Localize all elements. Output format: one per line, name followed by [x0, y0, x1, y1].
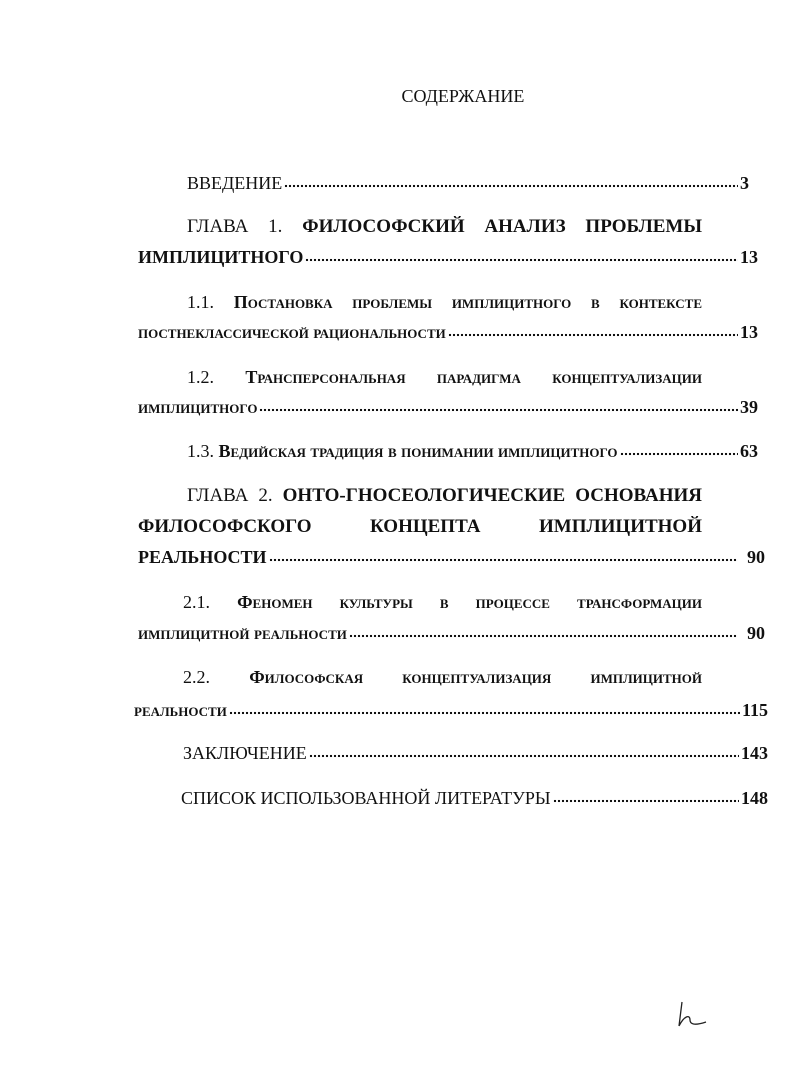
- toc-entry-label: СПИСОК ИСПОЛЬЗОВАННОЙ ЛИТЕРАТУРЫ: [181, 788, 551, 808]
- dot-leader: [309, 754, 739, 758]
- toc-section-1-2-line1[interactable]: [187, 366, 702, 388]
- toc-chapter-2-line3[interactable]: [138, 546, 765, 568]
- toc-chapter-2-line1[interactable]: [187, 485, 702, 507]
- toc-entry-conclusion[interactable]: [183, 742, 768, 764]
- dot-leader: [284, 184, 738, 188]
- page-number: 13: [740, 247, 758, 267]
- toc-section-1-3[interactable]: [187, 440, 758, 462]
- toc-chapter-1-line1[interactable]: [187, 216, 702, 238]
- toc-section-1-2-line2[interactable]: [138, 396, 758, 418]
- section-title: Постановка проблемы имплицитного в контексте: [233, 292, 702, 312]
- toc-entry-label: ЗАКЛЮЧЕНИЕ: [183, 743, 307, 763]
- page-number: 115: [741, 700, 768, 720]
- section-title: Ведийская традиция в понимании имплицитного: [218, 441, 618, 461]
- section-number: 2.2.: [183, 667, 210, 687]
- section-title-cont: постнеклассической рациональности: [138, 322, 446, 342]
- section-number: 1.2.: [187, 367, 214, 387]
- page-number: 39: [740, 397, 758, 417]
- section-number: 1.1.: [187, 292, 214, 312]
- section-title-cont: имплицитной реальности: [138, 623, 347, 643]
- toc-chapter-2-line2[interactable]: [138, 516, 702, 538]
- section-title: Феномен культуры в процессе трансформации: [237, 592, 702, 612]
- dot-leader: [229, 711, 740, 715]
- chapter-title: ФИЛОСОФСКИЙ АНАЛИЗ ПРОБЛЕМЫ: [302, 216, 702, 237]
- dot-leader: [269, 558, 737, 562]
- chapter-prefix: ГЛАВА 1.: [187, 216, 283, 237]
- toc-section-2-1-line1[interactable]: [183, 591, 702, 613]
- toc-entry-label: ВВЕДЕНИЕ: [187, 173, 283, 193]
- toc-section-1-1-line2[interactable]: [138, 321, 758, 343]
- section-title-cont: имплицитного: [138, 397, 258, 417]
- section-title: Философская концептуализация имплицитной: [249, 667, 702, 687]
- section-title: Трансперсональная парадигма концептуализации: [245, 367, 702, 387]
- chapter-prefix: ГЛАВА 2.: [187, 485, 273, 506]
- dot-leader: [305, 258, 738, 262]
- chapter-title-cont: ИМПЛИЦИТНОГО: [138, 247, 304, 267]
- chapter-title: ОНТО-ГНОСЕОЛОГИЧЕСКИЕ ОСНОВАНИЯ: [282, 485, 702, 506]
- dot-leader: [349, 634, 737, 638]
- section-number: 2.1.: [183, 592, 210, 612]
- page-number: 148: [741, 788, 768, 808]
- page-number: 143: [741, 743, 768, 763]
- handwritten-signature: [676, 1000, 710, 1030]
- section-number: 1.3.: [187, 441, 214, 461]
- toc-section-2-1-line2[interactable]: [138, 622, 765, 644]
- dot-leader: [259, 408, 738, 412]
- page-number: 90: [747, 547, 765, 567]
- toc-section-2-2-line2[interactable]: [134, 699, 768, 721]
- dot-leader: [553, 799, 739, 803]
- page-number: 63: [740, 441, 758, 461]
- chapter-title-cont: РЕАЛЬНОСТИ: [138, 547, 267, 567]
- toc-entry-introduction[interactable]: [187, 172, 749, 194]
- page-number: 90: [747, 623, 765, 643]
- toc-section-1-1-line1[interactable]: [187, 291, 702, 313]
- dot-leader: [620, 452, 738, 456]
- page-number: 3: [740, 173, 749, 193]
- toc-entry-references[interactable]: [181, 787, 768, 809]
- chapter-title-cont: ФИЛОСОФСКОГО КОНЦЕПТА ИМПЛИЦИТНОЙ: [138, 516, 702, 537]
- toc-section-2-2-line1[interactable]: [183, 666, 702, 688]
- page-title: СОДЕРЖАНИЕ: [401, 86, 525, 106]
- page-number: 13: [740, 322, 758, 342]
- section-title-cont: реальности: [134, 700, 227, 720]
- dot-leader: [448, 333, 738, 337]
- toc-chapter-1-line2[interactable]: [138, 246, 758, 268]
